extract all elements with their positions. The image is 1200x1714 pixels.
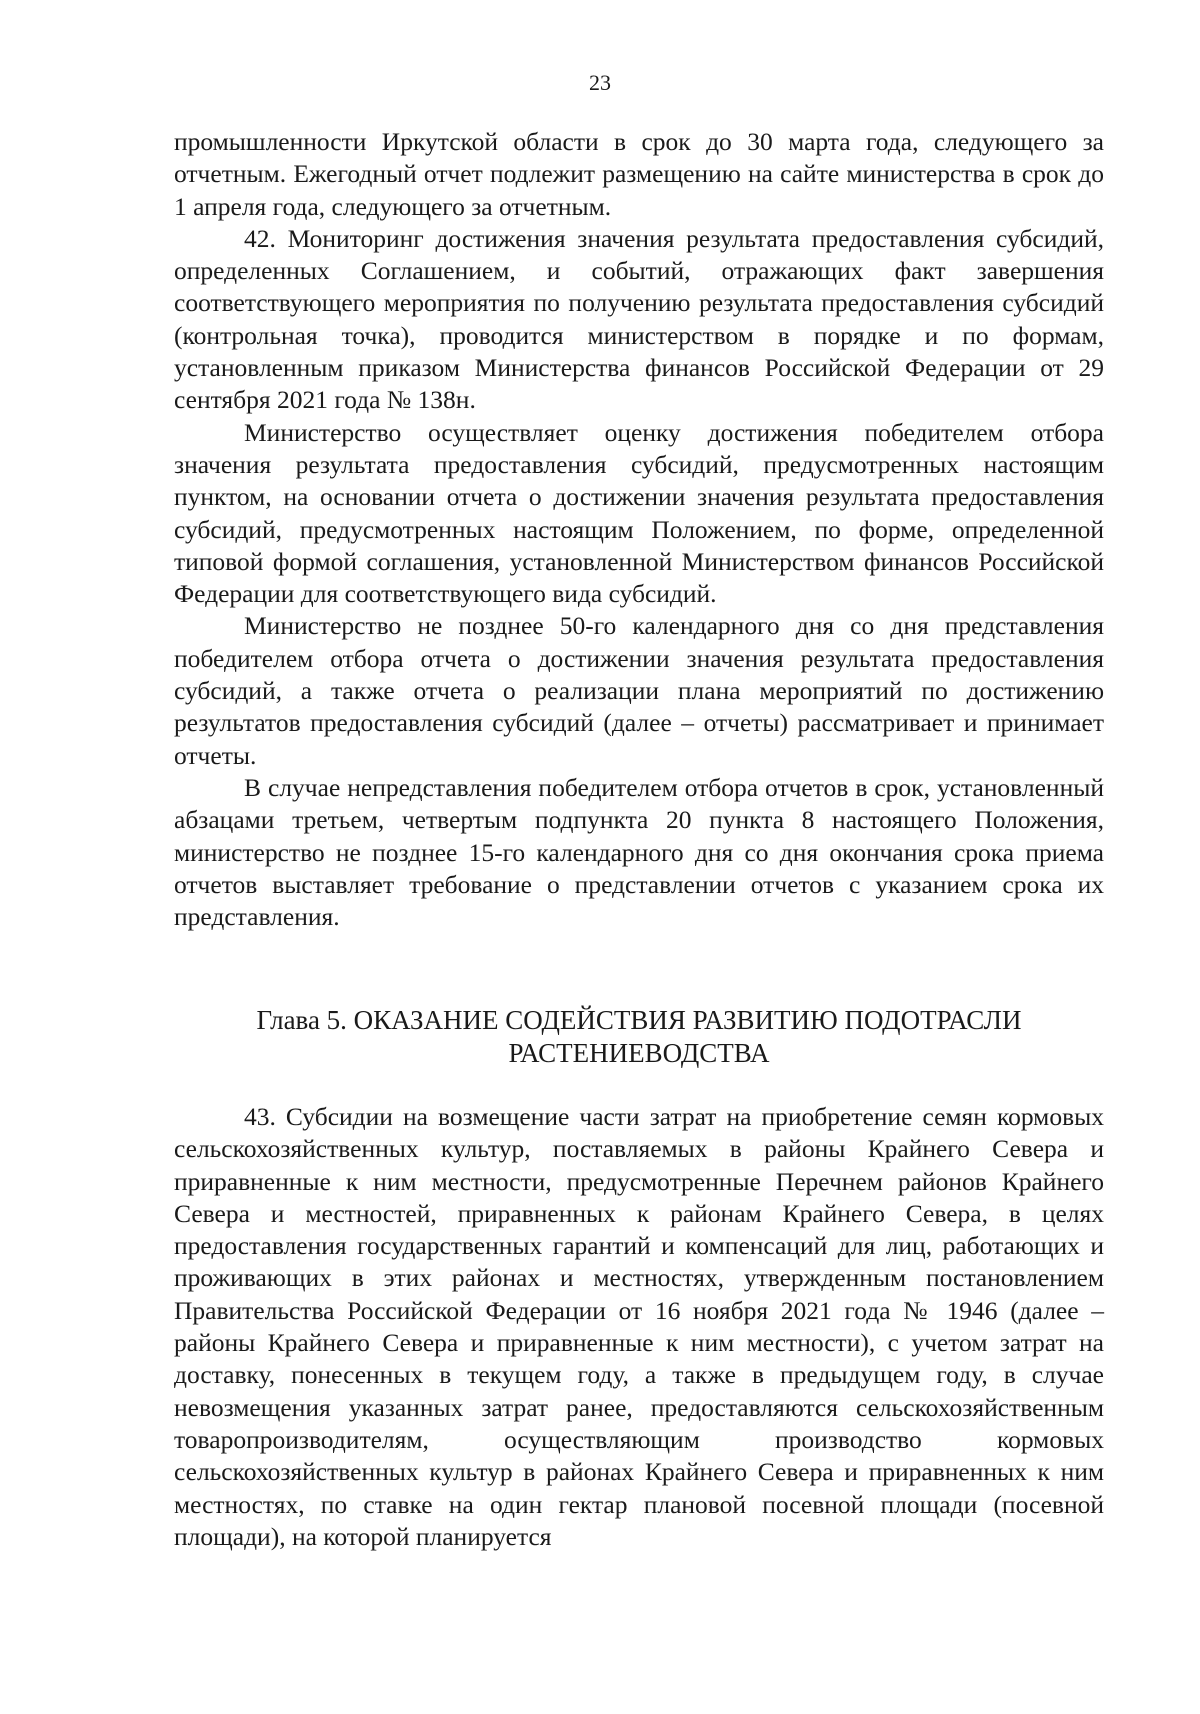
paragraph-42-reports: Министерство не позднее 50-го календарного дня со дня представления победителем отбора отчета о достижении значения результата предоставления субсидий, а также отчета о реализации плана мероприятий по достижению результатов предоставления субсидий (далее – отчеты) рассматривает и принимает отчеты. <box>174 611 1104 770</box>
chapter-heading-line2: РАСТЕНИЕВОДСТВА <box>508 1038 770 1068</box>
page-number: 23 <box>589 70 611 95</box>
chapter-heading-line1: Глава 5. ОКАЗАНИЕ СОДЕЙСТВИЯ РАЗВИТИЮ ПОДОТРАСЛИ <box>256 1005 1022 1035</box>
text-block-top <box>174 126 1104 933</box>
text-block-bottom <box>174 1101 1104 1553</box>
paragraph-42-monitoring: 42. Мониторинг достижения значения результата предоставления субсидий, определенных Соглашением, и событий, отражающих факт завершения соответствующего мероприятия по получению результата предоставления субсидий (контрольная точка), проводится министерством в порядке и по формам, установленным приказом Министерства финансов Российской Федерации от 29 сентября 2021 года № 138н. <box>174 223 1104 415</box>
chapter-heading <box>174 1004 1104 1070</box>
paragraph-42-nonsubmission: В случае непредставления победителем отбора отчетов в срок, установленный абзацами третьем, четвертым подпункта 20 пункта 8 настоящего Положения, министерство не позднее 15-го календарного дня со дня окончания срока приема отчетов выставляет требование о представлении отчетов с указанием срока их представления. <box>174 772 1104 932</box>
paragraph-continuation: промышленности Иркутской области в срок до 30 марта года, следующего за отчетным. Ежегодный отчет подлежит размещению на сайте министерства в срок до 1 апреля года, следующего за отчетным. <box>174 127 1104 221</box>
paragraph-43-subsidies: 43. Субсидии на возмещение части затрат на приобретение семян кормовых сельскохозяйственных культур, поставляемых в районы Крайнего Севера и приравненные к ним местности, предусмотренные Перечнем районов Крайнего Севера и местностей, приравненных к районам Крайнего Севера, в целях предоставления государственных гарантий и компенсаций для лиц, работающих и проживающих в этих районах и местностях, утвержденным постановлением Правительства Российской Федерации от 16 ноября 2021 года № 1946 (далее – районы Крайнего Севера и приравненные к ним местности), с учетом затрат на доставку, понесенных в текущем году, а также в предыдущем году, в случае невозмещения указанных затрат ранее, предоставляются сельскохозяйственным товаропроизводителям, осуществляющим производство кормовых сельскохозяйственных культур в районах Крайнего Севера и приравненных к ним местностях, по ставке на один гектар плановой посевной площади (посевной площади), на которой планируется <box>174 1102 1104 1551</box>
paragraph-42-assessment: Министерство осуществляет оценку достижения победителем отбора значения результата предоставления субсидий, предусмотренных настоящим пунктом, на основании отчета о достижении значения результата предоставления субсидий, предусмотренных настоящим Положением, по форме, определенной типовой формой соглашения, установленной Министерством финансов Российской Федерации для соответствующего вида субсидий. <box>174 417 1104 609</box>
